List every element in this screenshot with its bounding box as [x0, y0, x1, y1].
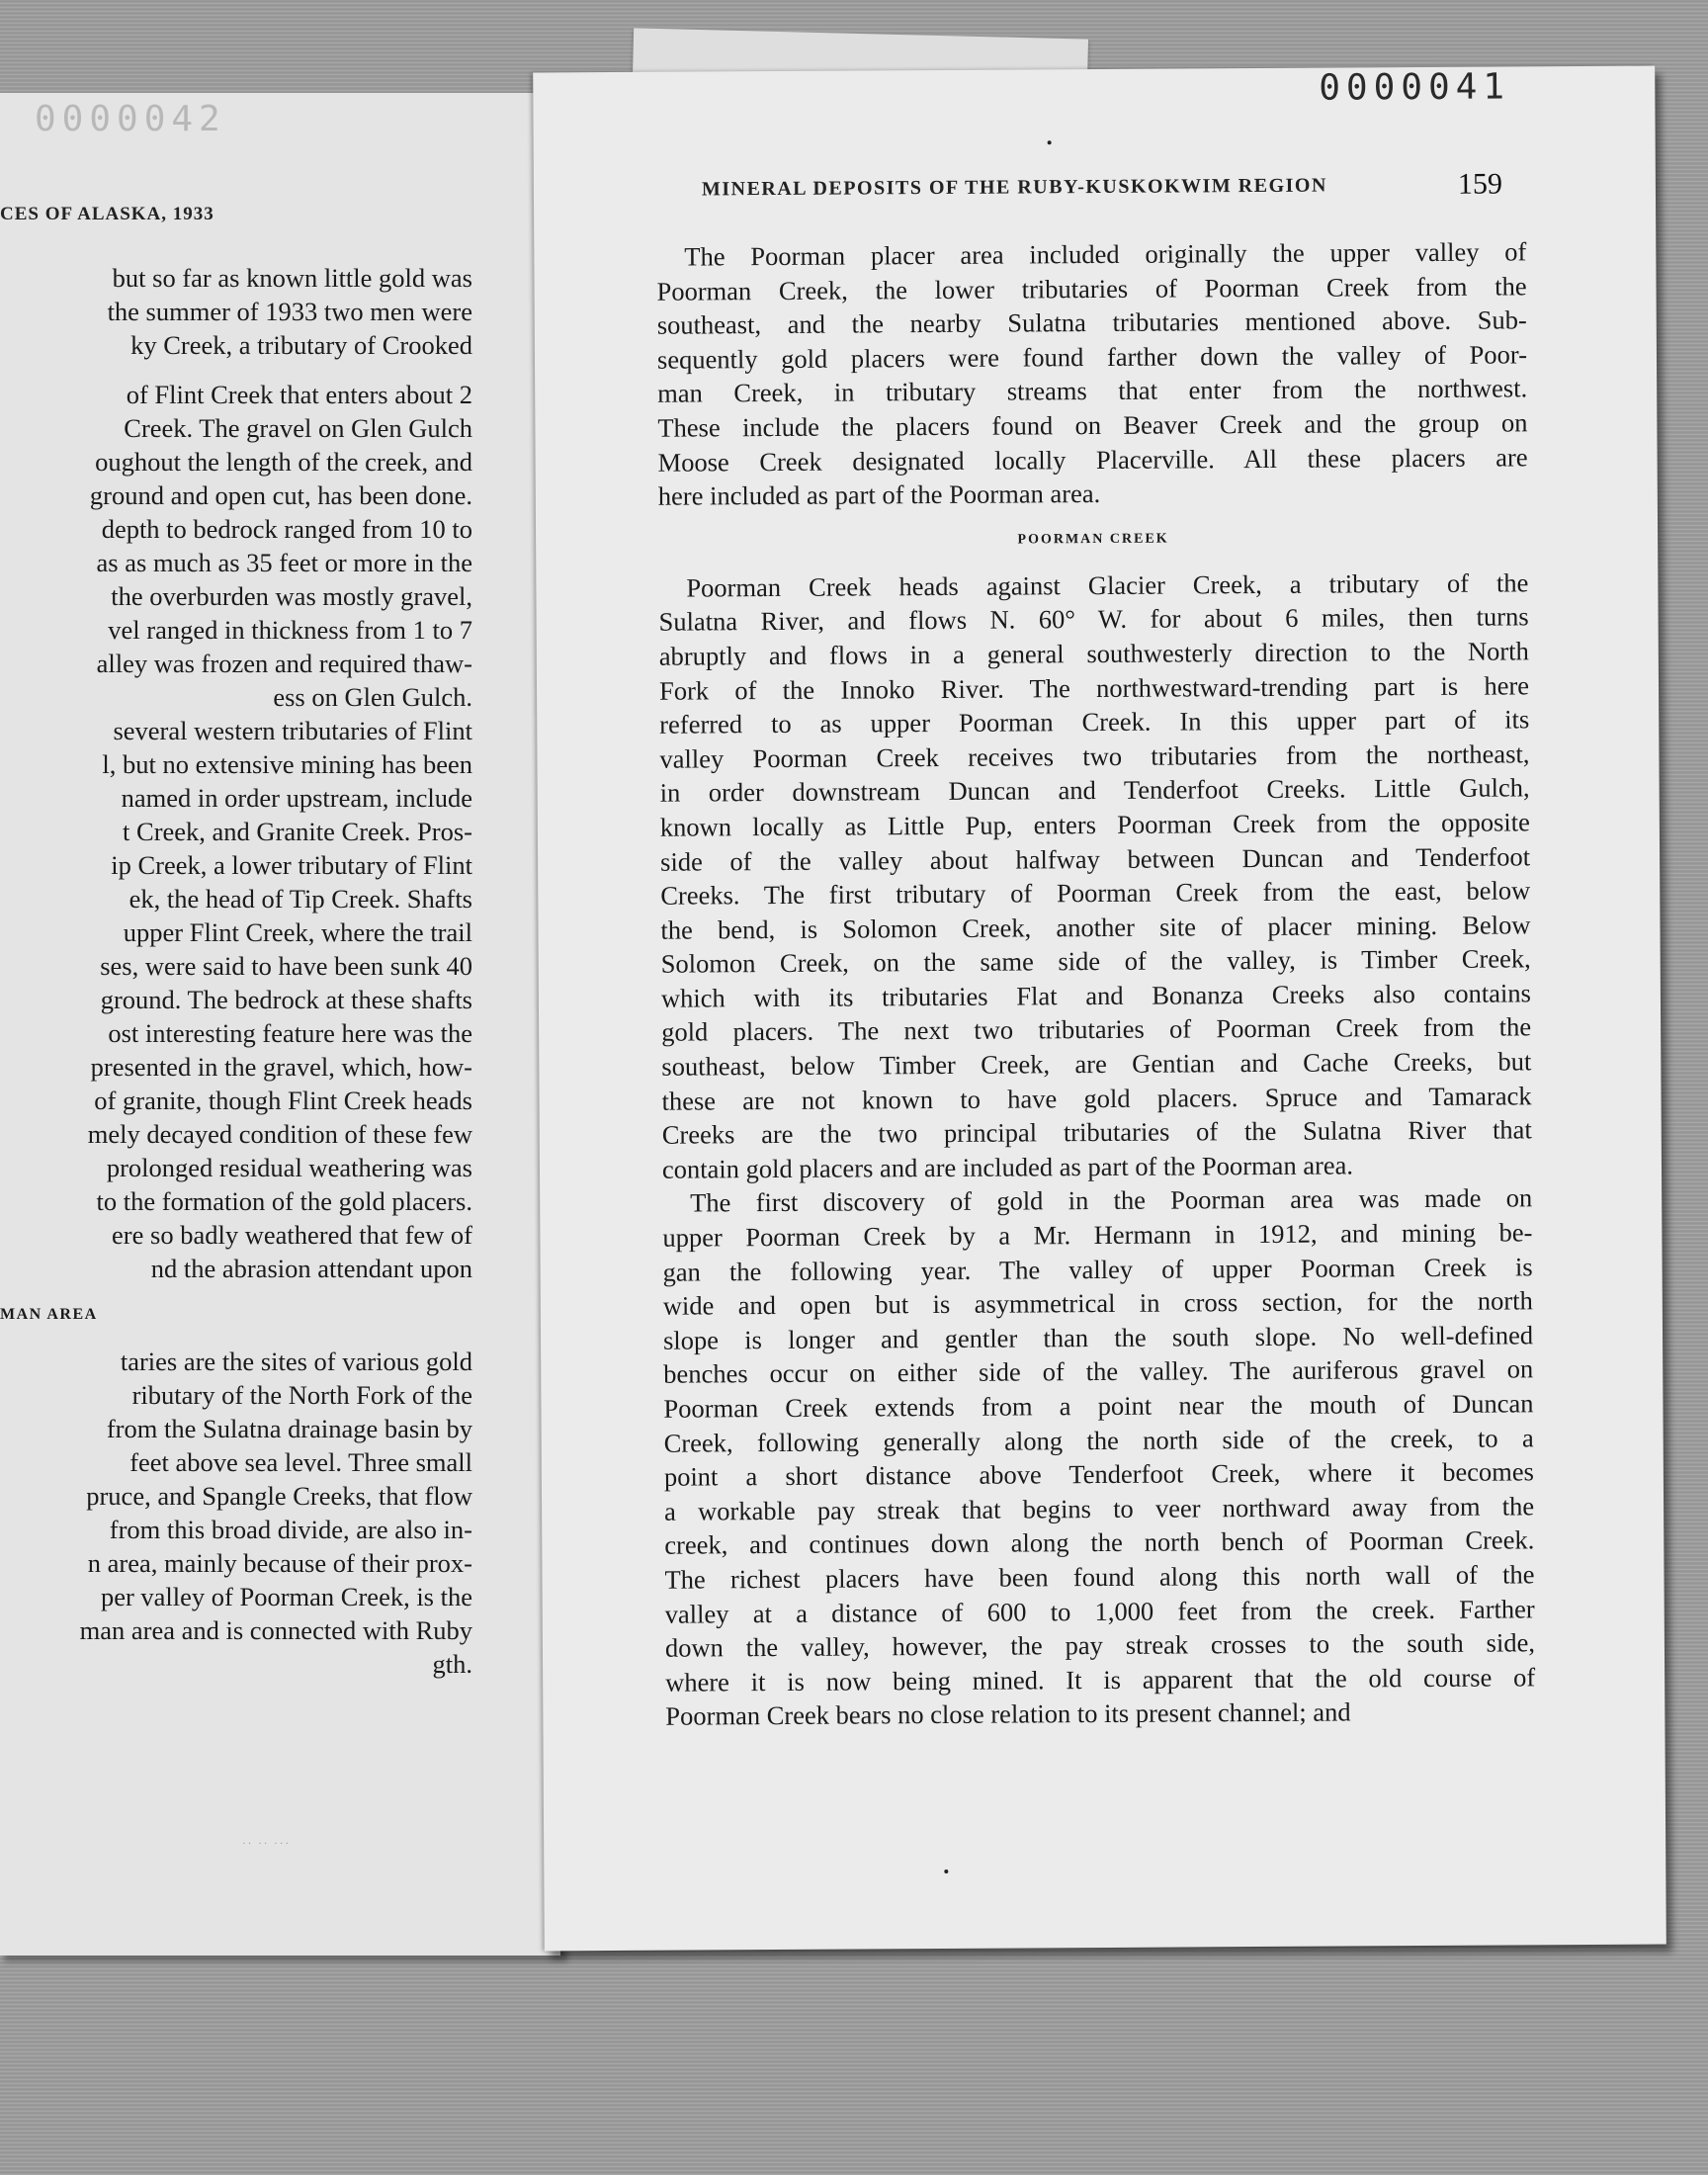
text-line: here included as part of the Poorman area.	[657, 478, 1101, 511]
text-line: Sulatna River, and flows N. 60° W. for about 6 miles, then turns	[658, 601, 1529, 638]
text-line: the bend, is Solomon Creek, another site of placer mining. Below	[660, 910, 1531, 945]
text-line: alley was frozen and required thaw-	[96, 649, 472, 678]
scan-speck	[1048, 140, 1052, 144]
page-number: 159	[1457, 167, 1503, 201]
text-line: abruptly and flows in a general southwesterly direction to the North	[658, 636, 1529, 671]
text-line: southeast, below Timber Creek, are Gentian and Cache Creeks, but	[661, 1046, 1532, 1082]
text-line: benches occur on either side of the valley. The auriferous gravel on	[663, 1353, 1534, 1390]
text-line: as as much as 35 feet or more in the	[96, 548, 472, 577]
text-line: Creeks are the two principal tributaries of the Sulatna River that	[661, 1114, 1532, 1150]
text-line: Poorman Creek extends from a point near the mouth of Duncan	[663, 1388, 1534, 1424]
text-line: ere so badly weathered that few of	[112, 1220, 472, 1250]
text-line: per valley of Poorman Creek, is the	[100, 1582, 472, 1611]
text-line: depth to bedrock ranged from 10 to	[101, 514, 472, 544]
text-line: of granite, though Flint Creek heads	[94, 1086, 472, 1115]
text-line: nd the abrasion attendant upon	[150, 1254, 472, 1283]
text-line: wide and open but is asymmetrical in cross section, for the north	[662, 1285, 1533, 1321]
text-line: ground. The bedrock at these shafts	[100, 985, 472, 1014]
right-page-stamp: 0000041	[1319, 66, 1511, 109]
text-line: The Poorman placer area included originally the upper valley of	[684, 236, 1527, 272]
text-line: valley Poorman Creek receives two tributaries from the northeast,	[659, 739, 1530, 774]
right-page-text	[656, 234, 1535, 1733]
text-line: taries are the sites of various gold	[120, 1347, 472, 1376]
text-line: ek, the head of Tip Creek. Shafts	[128, 884, 472, 914]
text-line: n area, mainly because of their prox-	[87, 1548, 472, 1578]
text-line: in order downstream Duncan and Tenderfoot Creeks. Little Gulch,	[659, 772, 1530, 809]
text-line: Fork of the Innoko River. The northwestward-trending part is here	[658, 669, 1530, 706]
text-line: upper Flint Creek, where the trail	[123, 917, 472, 947]
text-line: l, but no extensive mining has been	[102, 749, 472, 779]
text-line: prolonged residual weathering was	[106, 1153, 472, 1182]
scan-speck	[944, 1870, 948, 1873]
left-running-head: CES OF ALASKA, 1933	[0, 204, 214, 224]
text-line: gold placers. The next two tributaries of Poorman Creek from the	[661, 1011, 1532, 1048]
left-page-text	[0, 261, 472, 1681]
text-line: ses, were said to have been sunk 40	[100, 951, 472, 981]
text-line: The richest placers have been found along this north wall of the	[664, 1559, 1535, 1595]
right-running-head: MINERAL DEPOSITS OF THE RUBY-KUSKOKWIM REGION	[701, 174, 1327, 201]
text-line: to the formation of the gold placers.	[96, 1186, 472, 1216]
text-line: ky Creek, a tributary of Crooked	[130, 330, 472, 360]
text-line: oughout the length of the creek, and	[95, 447, 472, 477]
paragraph-gap	[0, 362, 472, 378]
text-line: sequently gold placers were found farther down the valley of Poor-	[656, 339, 1528, 375]
text-line: man area and is connected with Ruby	[79, 1615, 472, 1645]
text-line: ost interesting feature here was the	[108, 1018, 472, 1048]
left-page	[0, 93, 563, 1956]
text-line: of Flint Creek that enters about 2	[126, 380, 472, 409]
text-line: presented in the gravel, which, how-	[90, 1052, 472, 1082]
text-line: Creeks. The first tributary of Poorman Creek from the east, below	[660, 875, 1531, 911]
text-line: from the Sulatna drainage basin by	[106, 1414, 472, 1443]
text-line: mely decayed condition of these few	[87, 1119, 472, 1149]
text-line: named in order upstream, include	[121, 783, 472, 813]
text-line: these are not known to have gold placers. Spruce and Tamarack	[661, 1080, 1532, 1116]
text-line: Solomon Creek, on the same side of the valley, is Timber Creek,	[660, 943, 1531, 979]
text-line: man Creek, in tributary streams that enter from the northwest.	[657, 373, 1528, 409]
text-line: creek, and continues down along the north bench of Poorman Creek.	[664, 1524, 1535, 1561]
text-line: the summer of 1933 two men were	[107, 297, 472, 326]
text-line: Moose Creek designated locally Placerville. All these placers are	[657, 441, 1528, 478]
right-page	[533, 66, 1666, 1952]
text-line: t Creek, and Granite Creek. Pros-	[123, 817, 472, 846]
text-line: southeast, and the nearby Sulatna tributaries mentioned above. Sub-	[656, 304, 1527, 340]
text-line: pruce, and Spangle Creeks, that flow	[86, 1481, 472, 1511]
text-line: Poorman Creek heads against Glacier Creek, a tributary of the	[686, 567, 1529, 603]
text-line: where it is now being mined. It is apparent that the old course of	[665, 1662, 1536, 1697]
text-line: Poorman Creek bears no close relation to its present channel; and	[665, 1696, 1351, 1732]
text-line: several western tributaries of Flint	[113, 716, 472, 745]
text-line: a workable pay streak that begins to veer northward away from the	[664, 1491, 1535, 1526]
text-line: but so far as known little gold was	[112, 263, 472, 293]
text-line: ess on Glen Gulch.	[273, 682, 472, 712]
text-line: Creek, following generally along the north side of the creek, to a	[663, 1422, 1534, 1458]
text-line: ributary of the North Fork of the	[131, 1380, 472, 1410]
text-line: ip Creek, a lower tributary of Flint	[111, 850, 472, 880]
text-line: slope is longer and gentler than the south slope. No well-defined	[662, 1320, 1534, 1355]
text-line: point a short distance above Tenderfoot Creek, where it becomes	[663, 1456, 1534, 1492]
left-page-stamp: 0000042	[35, 99, 226, 139]
text-line: The first discovery of gold in the Poorman area was made on	[690, 1182, 1533, 1218]
text-line: feet above sea level. Three small	[129, 1447, 472, 1477]
text-line: Creek. The gravel on Glen Gulch	[124, 413, 472, 443]
text-line: vel ranged in thickness from 1 to 7	[108, 615, 472, 645]
text-line: valley at a distance of 600 to 1,000 feet from the creek. Farther	[664, 1593, 1535, 1629]
text-line: referred to as upper Poorman Creek. In this upper part of its	[659, 704, 1530, 740]
text-line: contain gold placers and are included as part of the Poorman area.	[661, 1150, 1354, 1184]
text-line: upper Poorman Creek by a Mr. Hermann in 1912, and mining be-	[662, 1217, 1533, 1253]
text-line: Poorman Creek, the lower tributaries of Poorman Creek from the	[656, 270, 1527, 306]
section-heading: POORMAN CREEK	[1017, 531, 1169, 548]
text-line: These include the placers found on Beaver Creek and the group on	[657, 407, 1528, 443]
section-heading: MAN AREA	[0, 1306, 98, 1323]
text-line: side of the valley about halfway between Duncan and Tenderfoot	[659, 840, 1531, 877]
text-line: from this broad divide, are also in-	[109, 1515, 472, 1544]
text-line: gan the following year. The valley of upper Poorman Creek is	[662, 1251, 1533, 1287]
text-line: which with its tributaries Flat and Bonanza Creeks also contains	[660, 978, 1532, 1013]
text-line: gth.	[432, 1649, 472, 1679]
footer-printer-mark: ·· ·· ···	[242, 1838, 292, 1850]
text-line: the overburden was mostly gravel,	[111, 581, 472, 611]
text-line: ground and open cut, has been done.	[89, 480, 472, 510]
text-line: down the valley, however, the pay streak crosses to the south side,	[664, 1627, 1536, 1663]
text-line: known locally as Little Pup, enters Poorman Creek from the opposite	[659, 807, 1530, 842]
